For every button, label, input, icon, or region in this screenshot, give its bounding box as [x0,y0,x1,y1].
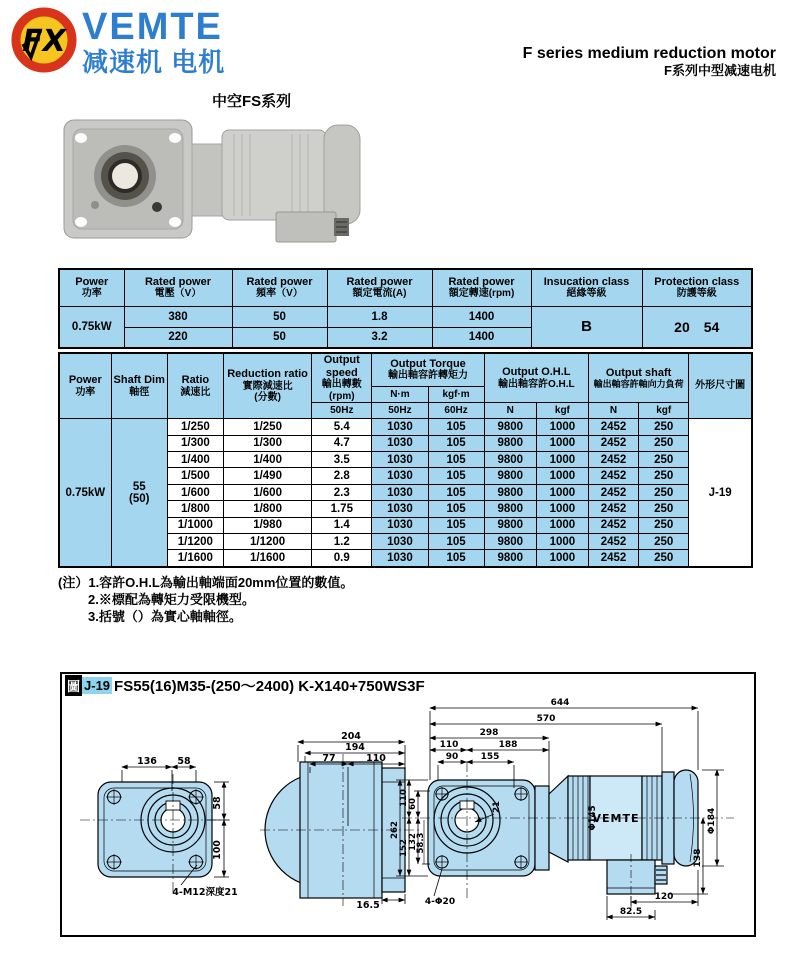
header-cell [432,269,531,306]
header-en: Output shaft [605,366,672,379]
dim-label: 570 [536,714,556,724]
freq-label: 50Hz [330,405,354,417]
table-cell: 1/490 [223,468,311,484]
dim-label: 194 [345,742,365,753]
table-cell: 2452 [588,501,638,517]
header-cell [111,353,167,419]
header-en: Rated power [448,275,515,288]
rated-power-table [58,268,753,349]
table-cell: 250 [639,452,689,468]
unit-label: N·m [390,388,410,400]
drawing-canvas [62,696,750,931]
dim-label: 58 [177,756,191,767]
table-cell: 1030 [372,468,428,484]
table-cell: 1/600 [167,484,223,500]
shaft-dim-cell [111,419,167,567]
table-cell: 3.5 [312,452,372,468]
logo-letters: FX [22,24,66,59]
table-cell: 1/800 [167,501,223,517]
table-cell: 9800 [484,484,536,500]
table-cell: 105 [428,484,484,500]
dim-label: 58.3 [416,832,426,854]
dim-label: 132 [408,833,418,851]
insulation-cell: B [531,306,642,348]
dim-label: 120 [654,892,674,902]
table-cell: 1.2 [312,534,372,550]
table-cell: 1000 [536,435,588,451]
brand-logo [10,6,78,74]
header-cn: 頻率（V） [256,288,303,300]
header-cn: 輸出軸容許O.H.L [497,378,575,390]
series-label: 中空FS系列 [212,93,292,110]
table-cell: 250 [639,534,689,550]
table-cell: 1/1200 [223,534,311,550]
header-cn: 功率 [75,386,96,398]
table-cell: 1.8 [327,306,432,327]
header-cell [639,403,689,419]
header-en: Power [75,275,109,288]
dim-label: 138 [693,848,703,868]
table-cell: 1030 [372,419,428,435]
motor-brand-label: VEMTE [592,812,640,825]
table-cell: 2452 [588,452,638,468]
power-cell: 0.75kW [59,419,111,567]
header-cell [372,403,428,419]
header-en: Rated power [246,275,313,288]
header-en: Ratio [181,374,210,387]
brand-subtitle: 减速机 电机 [82,47,226,77]
header-cell [223,353,311,419]
table-cell: 2452 [588,550,638,567]
note-line [58,608,353,625]
dim-label: 110 [399,789,409,807]
header-cell [312,403,372,419]
brand-name: VEMTE [82,6,223,48]
header-cn: 外形尺寸圖 [695,380,746,392]
header-cell [588,353,688,403]
unit-label: kgf [656,405,672,417]
note-item: 1.容許O.H.L為輸出軸端面20mm位置的數值。 [88,575,354,590]
table-cell: 250 [639,435,689,451]
table-cell: 2452 [588,534,638,550]
product-photo [62,112,364,247]
header-cn: 輸出軸容許軸向力負荷 [593,379,684,390]
table-cell: 9800 [484,468,536,484]
header-cn: 額定電流(A) [352,288,407,300]
drawing-title [65,676,425,695]
dim-label: 100 [212,840,223,860]
table-cell: 1000 [536,517,588,533]
table-cell: 1/250 [167,419,223,435]
table-cell: 1/300 [223,435,311,451]
header-en: Protection class [654,275,740,288]
dim-label: 188 [498,740,518,750]
table-cell: 1/1600 [167,550,223,567]
protection-cell: 20 54 [642,306,752,348]
table-cell: 1/1200 [167,534,223,550]
table-cell: 0.9 [312,550,372,567]
table-cell: 4.7 [312,435,372,451]
table-cell: 1.4 [312,517,372,533]
table-cell: 250 [639,550,689,567]
table-cell: 1/1600 [223,550,311,567]
table-cell: 3.2 [327,327,432,348]
power-cell: 0.75kW [59,306,124,348]
table-cell: 2452 [588,517,638,533]
table-cell: 380 [124,306,232,327]
header-en: Shaft Dim [113,374,165,387]
outline-ref-cell: J-19 [689,419,752,567]
header-cn: 額定轉速(rpm) [448,288,515,300]
dim-label: Φ145 [588,805,598,831]
note-item: 2.※標配為轉矩力受限機型。 [88,592,255,607]
header-cell [588,403,638,419]
note-line [58,591,353,608]
dim-label: 136 [137,756,157,767]
table-cell: 105 [428,452,484,468]
notes [58,574,353,625]
header-en: Output Torque [390,357,466,370]
header-en: Output O.H.L [502,366,571,379]
unit-label: kgf·m [442,388,470,400]
table-cell: 9800 [484,419,536,435]
unit-label: kgf [554,405,570,417]
note-label: (注） [58,575,89,590]
header-cn: 輸出轉數(rpm) [321,379,362,402]
dim-label: 16.5 [356,900,380,911]
photo-motor [192,125,360,242]
dim-label: 262 [390,821,400,839]
header-cell [59,269,124,306]
holes-label: 4-Φ20 [424,897,456,907]
table-cell: 1030 [372,550,428,567]
shaft-dim-solid: (50) [128,492,150,505]
note-item: 3.括號（）為實心軸軸徑。 [88,609,242,624]
header-cn: 軸徑 [129,386,150,398]
table-cell: 5.4 [312,419,372,435]
table-cell: 50 [232,306,327,327]
table-cell: 9800 [484,452,536,468]
header-cell [167,353,223,419]
table-cell: 1000 [536,468,588,484]
table-cell: 2452 [588,435,638,451]
table-cell: 250 [639,468,689,484]
table-cell: 1/300 [167,435,223,451]
header-cell [642,269,752,306]
header-cell [484,403,536,419]
table-cell: 9800 [484,435,536,451]
dim-label: 77 [322,753,336,764]
table-cell: 1/250 [223,419,311,435]
doc-title-en: F series medium reduction motor [522,45,776,62]
photo-gearbox [64,120,192,238]
table-cell: 1000 [536,484,588,500]
drawing-model: FS55(16)M35-(250～2400) K-X140+750WS3F [114,678,425,695]
table-cell: 2452 [588,468,638,484]
header-en: Rated power [346,275,413,288]
shaft-dim: 55 [132,480,146,493]
doc-title [523,44,776,79]
table-cell: 9800 [484,534,536,550]
ratio-spec-table [58,352,753,568]
dim-label: 90 [445,752,459,762]
header-cell [428,386,484,403]
table-cell: 1/400 [223,452,311,468]
table-cell: 1030 [372,435,428,451]
table-cell: 1000 [536,419,588,435]
table-cell: 250 [639,501,689,517]
header-cell [372,386,428,403]
header-cell [531,269,642,306]
header-cell [428,403,484,419]
header-en: Reduction ratio [227,368,308,381]
note-line [58,574,353,591]
table-cell: 1030 [372,517,428,533]
table-cell: 105 [428,534,484,550]
header-cell [59,353,111,419]
header-en: Output speed [323,354,360,379]
table-cell: 1000 [536,501,588,517]
header-cn: 絕緣等級 [566,288,607,300]
dim-label: 204 [341,731,361,742]
table-cell: 1400 [432,306,531,327]
table-cell: 2.8 [312,468,372,484]
table-cell: 105 [428,435,484,451]
dim-label: 58 [212,796,223,810]
table-cell: 2.3 [312,484,372,500]
dim-label: Φ184 [707,807,717,835]
table-cell: 9800 [484,550,536,567]
dim-label: 110 [439,740,459,750]
table-cell: 105 [428,468,484,484]
header-cn: 減速比 [180,386,211,398]
keyway-label: 21 [492,801,502,813]
front-view [80,767,230,892]
header-cell [689,353,752,419]
table-cell: 1/800 [223,501,311,517]
dim-label: 152 [399,839,409,857]
drawing-ref-prefix: 圖 [65,675,82,696]
dim-label: 60 [408,798,418,810]
dim-label: 82.5 [619,907,643,917]
header-cell [372,353,484,386]
header-en: Rated power [144,275,211,288]
table-cell: 250 [639,484,689,500]
dim-label: 644 [550,698,570,708]
table-cell: 250 [639,419,689,435]
table-cell: 1/1000 [167,517,223,533]
header-cn: 實際減速比 [242,380,293,392]
header-cell [327,269,432,306]
doc-title-cn: F系列中型减速电机 [664,63,776,79]
header-en: Power [68,374,102,387]
table-cell: 1400 [432,327,531,348]
table-cell: 1030 [372,501,428,517]
header-cn: 功率 [81,288,102,300]
freq-label: 60Hz [444,405,468,417]
dimension-drawing-box [60,672,756,937]
table-cell: 1000 [536,452,588,468]
drawing-ref: J-19 [84,678,111,693]
header-cell [536,403,588,419]
table-cell: 105 [428,501,484,517]
table-cell: 9800 [484,501,536,517]
table-cell: 2452 [588,484,638,500]
table-cell: 105 [428,517,484,533]
table-cell: 1030 [372,484,428,500]
table-cell: 1000 [536,534,588,550]
table-cell: 250 [639,517,689,533]
header-cell [484,353,588,403]
freq-label: 50Hz [388,405,412,417]
tap-note-label: 4-M12深度21 [172,887,238,898]
table-cell: 1030 [372,452,428,468]
table-cell: 1/400 [167,452,223,468]
table-cell: 1/600 [223,484,311,500]
table-cell: 2452 [588,419,638,435]
header-cn: 電壓（V） [154,288,202,300]
header-en: Insucation class [543,275,630,288]
table-cell: 1000 [536,550,588,567]
dim-label: 298 [479,728,499,738]
header-cn: (分數) [254,392,281,404]
header-cell [124,269,232,306]
table-cell: 220 [124,327,232,348]
header-cn: 防護等級 [676,288,717,300]
header [0,0,800,110]
header-cell [232,269,327,306]
unit-label: N [609,405,618,417]
table-cell: 1/980 [223,517,311,533]
table-cell: 50 [232,327,327,348]
unit-label: N [506,405,514,417]
dim-label: 110 [366,753,386,764]
table-cell: 9800 [484,517,536,533]
table-cell: 1030 [372,534,428,550]
table-cell: 105 [428,550,484,567]
table-cell: 1/500 [167,468,223,484]
table-cell: 1.75 [312,501,372,517]
table-cell: 105 [428,419,484,435]
header-cell [312,353,372,403]
brand-text [82,8,225,75]
dim-label: 155 [480,752,500,762]
header-cn: 輸出軸容許轉矩力 [388,370,469,382]
